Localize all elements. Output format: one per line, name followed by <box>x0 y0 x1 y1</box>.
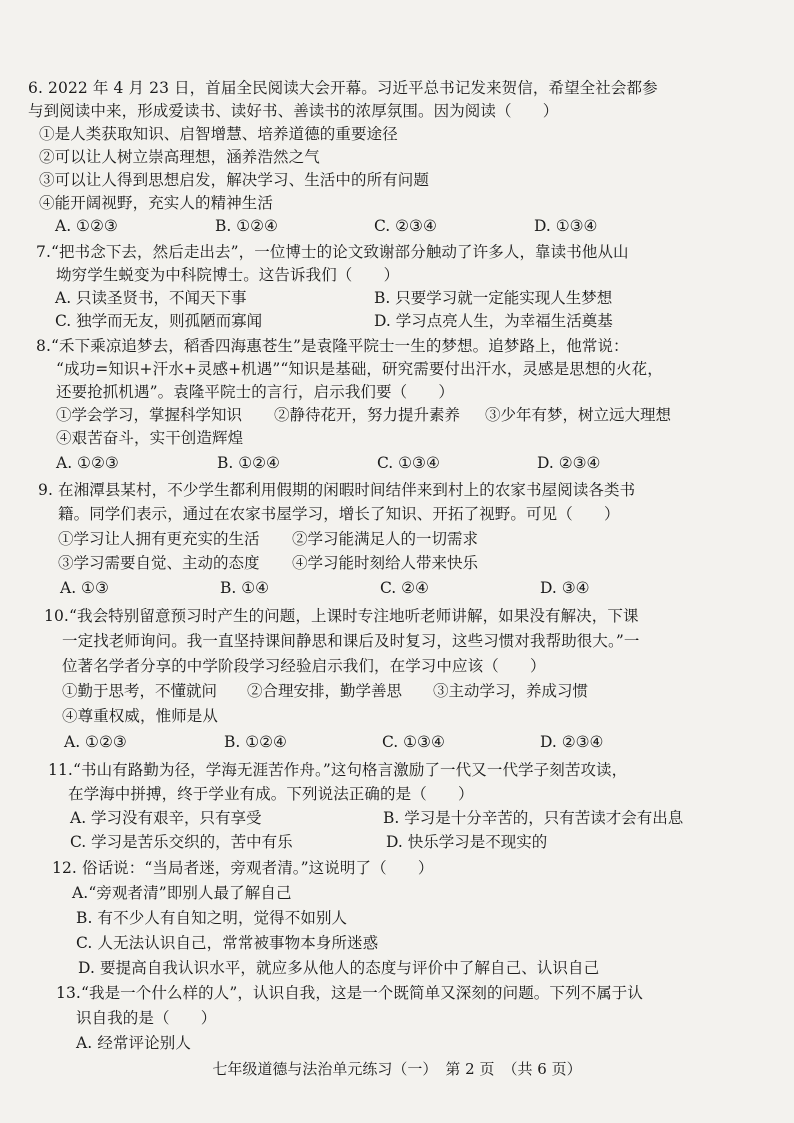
q8-option-d: D. ②③④ <box>537 454 601 472</box>
q11-options-row1 <box>0 808 794 828</box>
q9-statement-1: ①学习让人拥有更充实的生活 <box>58 530 260 548</box>
q11-option-c: C. 学习是苦乐交织的，苦中有乐 <box>70 833 293 851</box>
q9-statement-2: ②学习能满足人的一切需求 <box>292 530 479 548</box>
q11-stem-line1: 11.“书山有路勤为径，学海无涯苦作舟。”这句格言激励了一代又一代学子刻苦攻读， <box>48 761 628 779</box>
q7-option-d: D. 学习点亮人生，为幸福生活奠基 <box>374 312 613 330</box>
q9-option-a: A. ①③ <box>60 579 109 597</box>
q12-option-d: D. 要提高自我认识水平，就应多从他人的态度与评价中了解自己、认识自己 <box>78 959 600 977</box>
q7-option-a: A. 只读圣贤书，不闻天下事 <box>55 289 247 307</box>
q10-option-a: A. ①②③ <box>64 733 127 751</box>
q10-stem-line2: 一定找老师询问。我一直坚持课间静思和课后及时复习，这些习惯对我帮助很大。”一 <box>62 632 640 650</box>
q10-statement-2: ②合理安排，勤学善思 <box>247 682 403 700</box>
q13-stem-line2: 识自我的是（ ） <box>76 1009 217 1027</box>
q10-option-b: B. ①②④ <box>224 733 287 751</box>
q10-statements-row1 <box>0 681 794 701</box>
q8-statements-row1 <box>0 405 794 425</box>
q11-option-d: D. 快乐学习是不现实的 <box>386 833 548 851</box>
q10-options <box>0 732 794 752</box>
q12-option-c: C. 人无法认识自己，常常被事物本身所迷惑 <box>76 934 379 952</box>
q9-stem-line1: 9. 在湘潭县某村，不少学生都利用假期的闲暇时间结伴来到村上的农家书屋阅读各类书 <box>38 481 636 499</box>
q10-statement-1: ①勤于思考，不懂就问 <box>62 682 218 700</box>
q6-statement-2: ②可以让人树立崇高理想，涵养浩然之气 <box>39 148 320 166</box>
q6-option-c: C. ②③④ <box>374 217 437 235</box>
q9-statement-3: ③学习需要自觉、主动的态度 <box>58 554 260 572</box>
q6-option-a: A. ①②③ <box>55 217 118 235</box>
footer-total-pages: （共 6 页） <box>502 1060 582 1078</box>
q8-statement-2: ②静待花开，努力提升素养 <box>274 406 461 424</box>
q6-options <box>0 216 794 236</box>
q7-option-c: C. 独学而无友，则孤陋而寡闻 <box>55 312 263 330</box>
q9-option-b: B. ①④ <box>220 579 270 597</box>
footer-title: 七年级道德与法治单元练习（一） <box>212 1060 438 1078</box>
q8-options <box>0 453 794 473</box>
q8-statement-1: ①学会学习，掌握科学知识 <box>56 406 243 424</box>
q7-stem-line2: 坳穷学生蜕变为中科院博士。这告诉我们（ ） <box>56 266 400 284</box>
q10-option-d: D. ②③④ <box>540 733 604 751</box>
q9-statements-row2 <box>0 553 794 573</box>
q11-options-row2 <box>0 832 794 852</box>
q8-option-b: B. ①②④ <box>217 454 280 472</box>
q12-option-b: B. 有不少人有自知之明，觉得不如别人 <box>76 909 348 927</box>
q11-option-b: B. 学习是十分辛苦的，只有苦读才会有出息 <box>383 809 684 827</box>
q6-statement-3: ③可以让人得到思想启发，解决学习、生活中的所有问题 <box>39 171 430 189</box>
q6-option-d: D. ①③④ <box>534 217 598 235</box>
q13-option-a: A. 经常评论别人 <box>76 1034 191 1052</box>
q8-stem-line3: 还要抢抓机遇”。袁隆平院士的言行，启示我们要（ ） <box>56 383 455 401</box>
q9-stem-line2: 籍。同学们表示，通过在农家书屋学习，增长了知识、开拓了视野。可见（ ） <box>58 505 620 523</box>
q7-options-row2 <box>0 311 794 331</box>
q8-stem-line2: “成功=知识+汗水+灵感+机遇”“知识是基础，研究需要付出汗水，灵感是思想的火花， <box>56 360 663 378</box>
q8-option-c: C. ①③④ <box>377 454 440 472</box>
q8-option-a: A. ①②③ <box>56 454 119 472</box>
q9-options <box>0 578 794 598</box>
q8-statement-3: ③少年有梦，树立远大理想 <box>485 406 672 424</box>
q8-statement-4: ④艰苦奋斗，实干创造辉煌 <box>56 429 244 447</box>
q8-stem-line1: 8.“禾下乘凉追梦去，稻香四海惠苍生”是袁隆平院士一生的梦想。追梦路上，他常说： <box>36 337 629 355</box>
q12-option-a: A.“旁观者清”即别人最了解自己 <box>72 884 292 902</box>
q13-stem-line1: 13.“我是一个什么样的人”，认识自我，这是一个既简单又深刻的问题。下列不属于认 <box>56 984 644 1002</box>
q7-stem-line1: 7.“把书念下去，然后走出去”，一位博士的论文致谢部分触动了许多人，靠读书他从山 <box>36 243 629 261</box>
q6-stem-line1: 6. 2022 年 4 月 23 日，首届全民阅读大会开幕。习近平总书记发来贺信，希望全社会都参 <box>28 79 658 97</box>
q10-stem-line3: 位著名学者分享的中学阶段学习经验启示我们，在学习中应该（ ） <box>62 657 546 675</box>
q10-stem-line1: 10.“我会特别留意预习时产生的问题，上课时专注地听老师讲解，如果没有解决，下课 <box>44 607 639 625</box>
q11-stem-line2: 在学海中拼搏，终于学业有成。下列说法正确的是（ ） <box>68 785 474 803</box>
q10-statement-3: ③主动学习，养成习惯 <box>433 682 589 700</box>
q12-stem: 12. 俗话说：“当局者迷，旁观者清。”这说明了（ ） <box>52 859 434 877</box>
q9-statement-4: ④学习能时刻给人带来快乐 <box>292 554 479 572</box>
q6-statement-1: ①是人类获取知识、启智增慧、培养道德的重要途径 <box>39 125 398 143</box>
page-footer <box>0 1059 794 1079</box>
q7-option-b: B. 只要学习就一定能实现人生梦想 <box>374 289 613 307</box>
q9-option-c: C. ②④ <box>380 579 429 597</box>
footer-page-number: 第 2 页 <box>445 1060 495 1078</box>
q6-option-b: B. ①②④ <box>215 217 278 235</box>
q10-option-c: C. ①③④ <box>382 733 445 751</box>
q6-statement-4: ④能开阔视野，充实人的精神生活 <box>39 194 274 212</box>
q10-statement-4: ④尊重权威，惟师是从 <box>62 707 219 725</box>
q9-statements-row1 <box>0 529 794 549</box>
q11-option-a: A. 学习没有艰辛，只有享受 <box>70 809 262 827</box>
q7-options-row1 <box>0 288 794 308</box>
q9-option-d: D. ③④ <box>540 579 590 597</box>
q6-stem-line2: 与到阅读中来，形成爱读书、读好书、善读书的浓厚氛围。因为阅读（ ） <box>28 102 559 120</box>
